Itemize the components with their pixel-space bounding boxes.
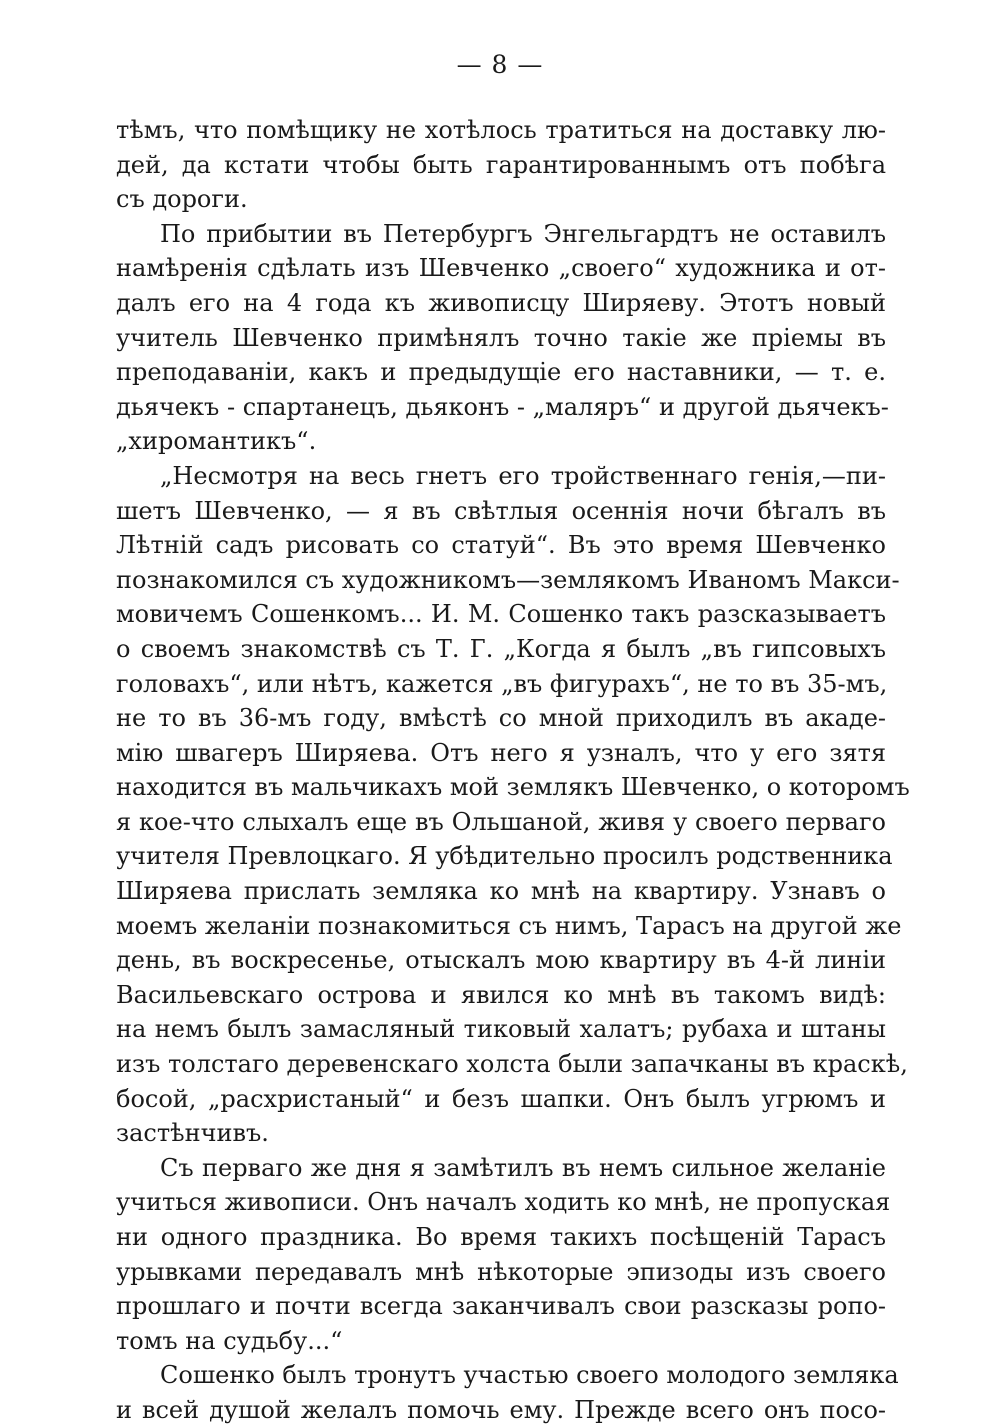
paragraph — [116, 459, 910, 1151]
text-line: Съ перваго же дня я замѣтилъ въ немъ сильное желаніе — [160, 1153, 886, 1182]
text-line: познакомился съ художникомъ—землякомъ Иваномъ Макси- — [116, 565, 900, 594]
text-line: застѣнчивъ. — [116, 1119, 269, 1148]
text-line: „Несмотря на весь гнетъ его тройственнаго генія,—пи- — [160, 461, 886, 490]
text-line: „хиромантикъ“. — [116, 427, 317, 456]
text-line: учитель Шевченко примѣнялъ точно такіе же пріемы въ — [116, 323, 886, 352]
text-line: прошлаго и почти всегда заканчивалъ свои разсказы ропо- — [116, 1292, 886, 1321]
text-line: намѣренія сдѣлать изъ Шевченко „своего“ художника и от- — [116, 254, 886, 283]
text-line: день, въ воскресенье, отыскалъ мою квартиру въ 4-й линіи — [116, 946, 886, 975]
text-line: я кое-что слыхалъ еще въ Ольшаной, живя у своего перваго — [116, 807, 886, 836]
text-line: томъ на судьбу...“ — [116, 1326, 343, 1355]
text-line: моемъ желаніи познакомиться съ нимъ, Тарасъ на другой же — [116, 911, 902, 940]
text-line: дей, да кстати чтобы быть гарантированнымъ отъ побѣга — [116, 150, 886, 179]
text-line: босой, „расхристаный“ и безъ шапки. Онъ былъ угрюмъ и — [116, 1084, 886, 1113]
text-line: учиться живописи. Онъ началъ ходить ко мнѣ, не пропуская — [116, 1188, 891, 1217]
text-line: Васильевскаго острова и явился ко мнѣ въ такомъ видѣ: — [116, 980, 886, 1009]
text-line: По прибытии въ Петербургъ Энгельгардтъ не оставилъ — [160, 219, 886, 248]
text-line: мовичемъ Сошенкомъ... И. М. Сошенко такъ разсказываетъ — [116, 600, 886, 629]
text-line: изъ толстаго деревенскаго холста были запачканы въ краскѣ, — [116, 1050, 908, 1079]
text-line: Сошенко былъ тронутъ участью своего молодого земляка — [160, 1361, 899, 1390]
text-line: съ дороги. — [116, 185, 248, 214]
text-line: урывками передавалъ мнѣ нѣкоторые эпизоды изъ своего — [116, 1257, 886, 1286]
paragraph — [116, 1151, 891, 1359]
text-line: Лѣтній садъ рисовать со статуй“. Въ это время Шевченко — [116, 531, 886, 560]
body-text — [116, 113, 910, 1428]
text-line: на немъ былъ замасляный тиковый халатъ; рубаха и штаны — [116, 1015, 886, 1044]
text-line: о своемъ знакомствѣ съ Т. Г. „Когда я былъ „въ гипсовыхъ — [116, 634, 886, 663]
text-line: не то въ 36-мъ году, вмѣстѣ со мной приходилъ въ акаде- — [116, 704, 886, 733]
text-line: дьячекъ - спартанецъ, дьяконъ - „маляръ“ и другой дьячекъ- — [116, 392, 889, 421]
text-line: головахъ“, или нѣтъ, кажется „въ фигурахъ“, не то въ 35-мъ, — [116, 669, 888, 698]
text-line: преподаваніи, какъ и предыдущіе его наставники, — т. е. — [116, 358, 886, 387]
text-line: далъ его на 4 года къ живописцу Ширяеву. Этотъ новый — [116, 288, 886, 317]
paragraph — [116, 217, 889, 459]
text-line: Ширяева прислать земляка ко мнѣ на квартиру. Узнавъ о — [116, 877, 886, 906]
text-line: тѣмъ, что помѣщику не хотѣлось тратиться на доставку лю- — [116, 116, 886, 144]
text-line: и всей душой желалъ помочь ему. Прежде всего онъ посо- — [116, 1395, 886, 1424]
text-line: учителя Превлоцкаго. Я убѣдительно просилъ родственника — [116, 842, 893, 871]
text-line: ни одного праздника. Во время такихъ посѣщеній Тарасъ — [116, 1223, 886, 1251]
text-line: находится въ мальчикахъ мой землякъ Шевченко, о которомъ — [116, 773, 910, 802]
page-number: — 8 — — [456, 50, 544, 79]
paragraph — [116, 1358, 899, 1427]
text-line: мію швагеръ Ширяева. Отъ него я узналъ, что у его зятя — [116, 738, 886, 767]
text-line: шетъ Шевченко, — я въ свѣтлыя осеннія ночи бѣгалъ въ — [116, 496, 886, 525]
paragraph — [116, 113, 886, 217]
